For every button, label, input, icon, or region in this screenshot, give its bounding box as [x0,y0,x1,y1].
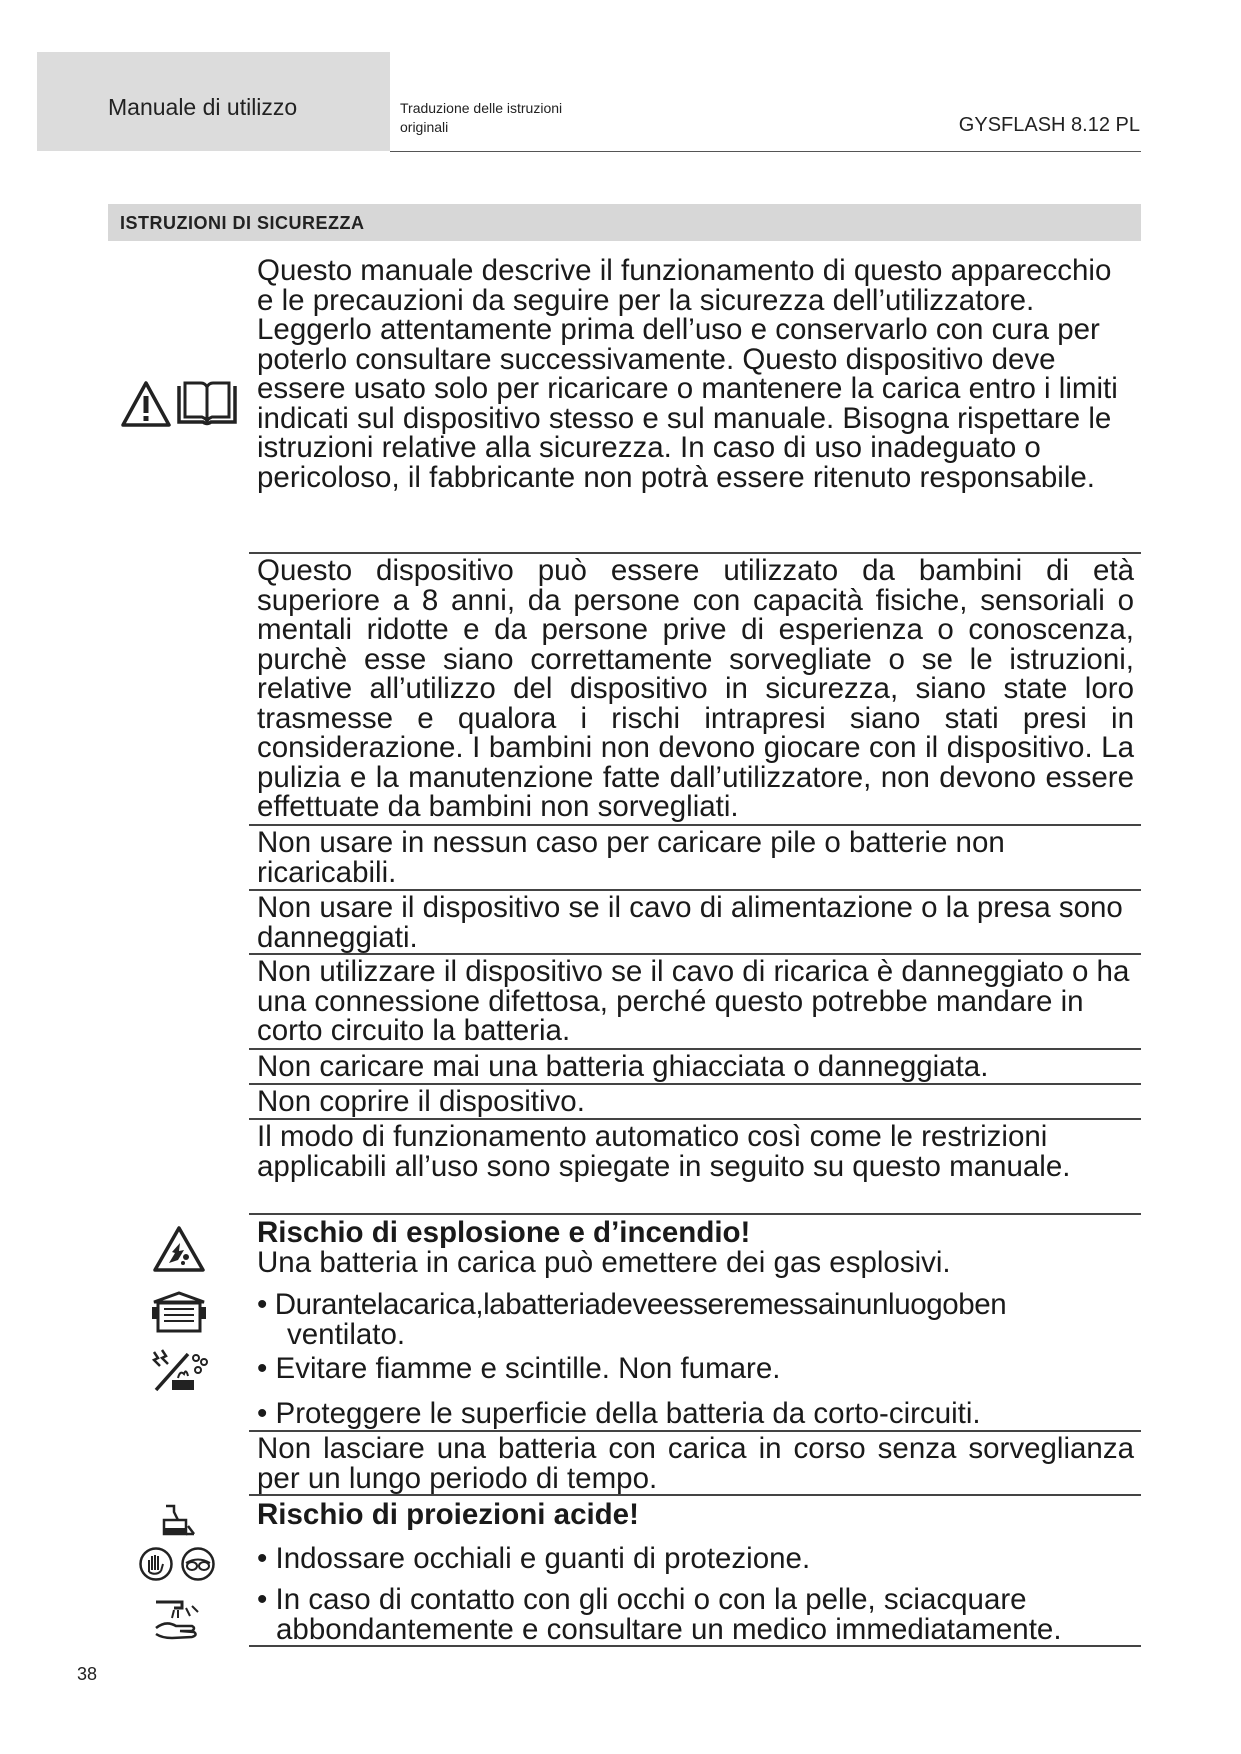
no-flames-icon [148,1348,210,1394]
warning-icon [120,380,172,428]
manual-book-icon [176,381,238,427]
short-circuit-bullet: • Proteggere le superficie della batteria da corto-circuiti. [257,1397,981,1430]
protection-bullet: • Indossare occhiali e guanti di protezione. [257,1542,811,1575]
divider [249,1213,1141,1215]
header-divider [390,151,1141,152]
power-cable-paragraph: Non usare il dispositivo se il cavo di alimentazione o la presa sono danneggiati. [257,891,1123,954]
acid-risk-title: Rischio di proiezioni acide! [257,1498,639,1531]
page-number: 38 [77,1664,98,1684]
goggles-icon [180,1546,216,1582]
section-title: ISTRUZIONI DI SICUREZZA [120,213,365,233]
ventilation-icon [150,1290,208,1334]
automatic-mode-paragraph: Il modo di funzionamento automatico così come le restrizioni applicabili all’uso sono spiegate in seguito su questo manuale. [257,1120,1071,1183]
unattended-charge-paragraph: Non lasciare una batteria con carica in corso senza sorveglianza per un lungo periodo di tempo. [257,1432,1134,1495]
children-paragraph: Questo dispositivo può essere utilizzato da bambini di età superiore a 8 anni, da persone con capacità fisiche, sensoriali o mentali ridotte e da persone prive di esperienza o conoscenza, purchè esse siano correttamente sorvegliate o se le istruzioni, relative all’utilizzo del dispositivo in sicurezza, siano state loro trasmesse e qualora i rischi intrapresi siano stati presi in considerazione. I bambini non devono giocare con il dispositivo. La pulizia e la manutenzione fatte dall’utilizzatore, non devono essere effettuate da bambini non sorvegliati. [257,554,1134,823]
frozen-battery-paragraph: Non caricare mai una batteria ghiacciata o danneggiata. [257,1050,989,1083]
ventilation-bullet-line2: ventilato. [287,1317,406,1351]
no-flames-bullet: • Evitare fiamme e scintille. Non fumare. [257,1352,781,1385]
explosion-risk-text: Una batteria in carica può emettere dei gas esplosivi. [257,1246,951,1279]
divider [249,1645,1141,1647]
translation-note-line2: originali [400,119,449,135]
model-name: GYSFLASH 8.12 PL [958,114,1140,136]
explosion-warning-icon [152,1225,206,1273]
charge-cable-paragraph: Non utilizzare il dispositivo se il cavo di ricarica è danneggiato o ha una connessione difettosa, perché questo potrebbe mandare in corto circuito la batteria. [257,955,1130,1047]
rinse-bullet-line1: • In caso di contatto con gli occhi o con la pelle, sciacquare [257,1583,1027,1616]
do-not-cover-paragraph: Non coprire il dispositivo. [257,1085,585,1118]
translation-note [400,99,562,137]
intro-paragraph: Questo manuale descrive il funzionamento di questo apparecchio e le precauzioni da seguire per la sicurezza dell’utilizzatore. Leggerlo attentamente prima dell’uso e conservarlo con cura per poterlo consultare successivamente. Questo dispositivo deve essere usato solo per ricaricare o mantenere la carica entro i limiti indicati sul dispositivo stesso e sul manuale. Bisogna rispettare le istruzioni relative alla sicurezza. In caso di uso inadeguato o pericoloso, il fabbricante non potrà essere ritenuto responsabile. [257,254,1118,494]
rinse-bullet-line2: abbondantemente e consultare un medico immediatamente. [276,1612,1062,1646]
rinse-icon [152,1598,204,1644]
divider [249,1494,1141,1496]
ventilation-bullet [257,1290,1157,1349]
explosion-risk-title: Rischio di esplosione e d’incendio! [257,1216,751,1249]
translation-note-line1: Traduzione delle istruzioni [400,100,563,116]
gloves-icon [138,1546,174,1582]
non-rechargeable-paragraph: Non usare in nessun caso per caricare pile o batterie non ricaricabili. [257,826,1005,889]
ventilation-bullet-line1: • Durantelacarica,labatteriadeveesseremessainunluogoben [257,1288,1007,1321]
rinse-bullet [257,1585,1157,1644]
acid-icon [160,1500,196,1538]
manual-title: Manuale di utilizzo [108,94,298,120]
